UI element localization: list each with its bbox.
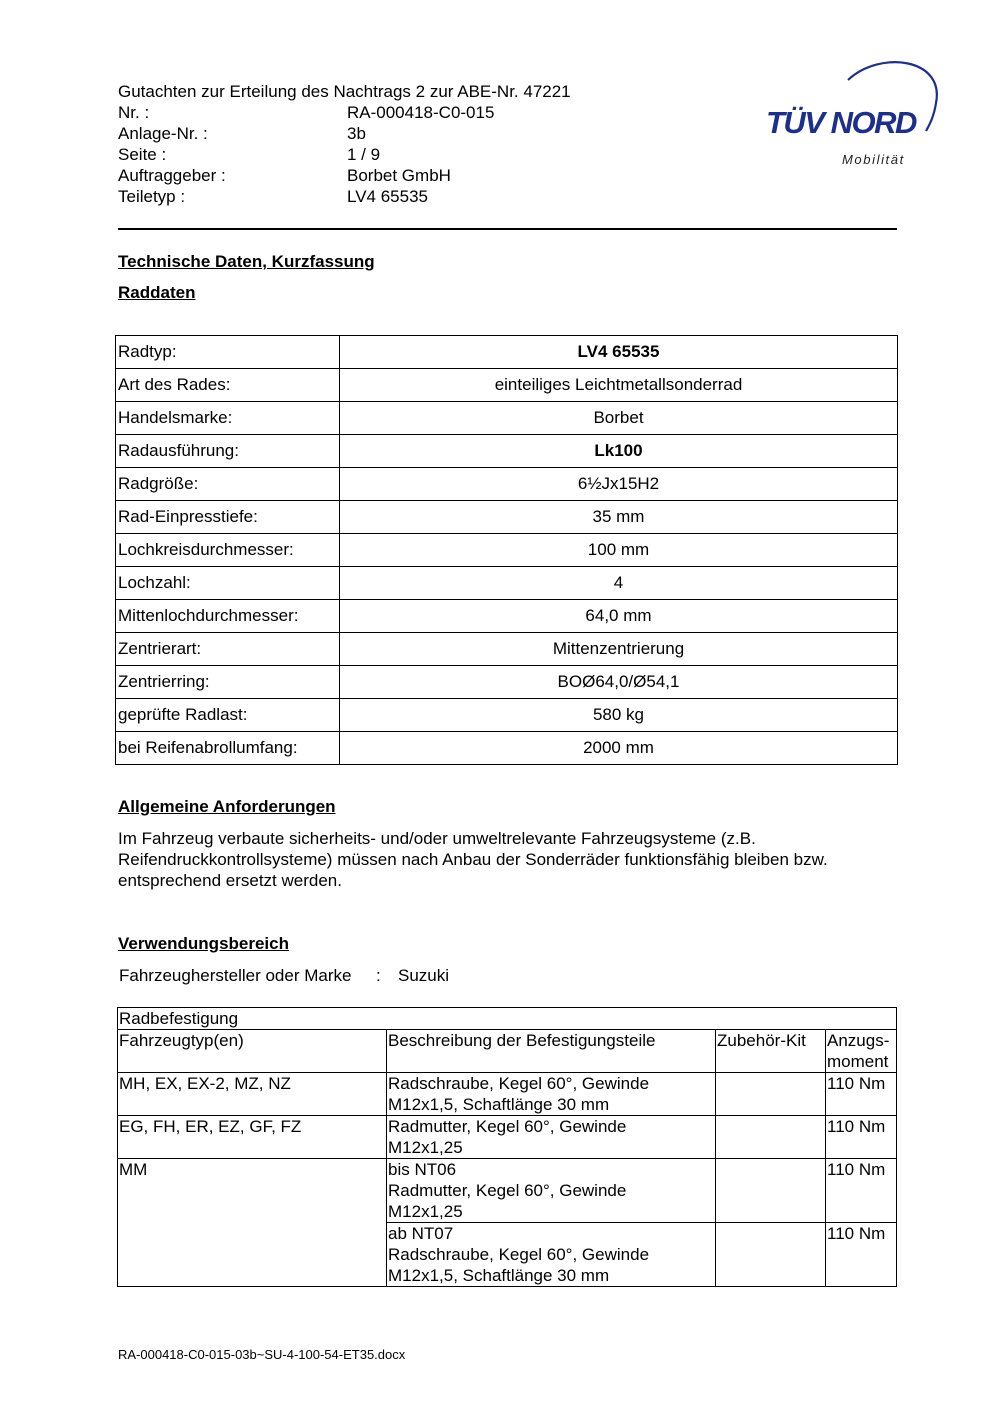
tuev-nord-logo [760, 58, 945, 173]
cell-fahrzeugtyp: MH, EX, EX-2, MZ, NZ [118, 1073, 387, 1116]
row-value: einteiliges Leichtmetallsonderrad [340, 369, 898, 402]
column-header: Anzugs- moment [826, 1030, 897, 1073]
cell-beschreibung: Radschraube, Kegel 60°, Gewinde M12x1,5, Schaftlänge 30 mm [387, 1073, 716, 1116]
table-row [116, 336, 898, 369]
section-verwendungsbereich: Verwendungsbereich [118, 934, 289, 953]
row-value: 2000 mm [340, 732, 898, 765]
header-field-nr [118, 102, 494, 123]
row-value: 580 kg [340, 699, 898, 732]
cell-anzugsmoment: 110 Nm [826, 1116, 897, 1159]
row-label: Radgröße: [116, 468, 340, 501]
header-field-teiletyp [118, 186, 428, 207]
header-field-value: 1 / 9 [347, 145, 381, 164]
row-value: Lk100 [340, 435, 898, 468]
header-field-value: LV4 65535 [347, 187, 428, 206]
raddaten-table [115, 335, 898, 765]
row-value: BOØ64,0/Ø54,1 [340, 666, 898, 699]
table-row [116, 501, 898, 534]
cell-beschreibung: bis NT06 Radmutter, Kegel 60°, Gewinde M12x1,25 [387, 1159, 716, 1223]
table-row [116, 402, 898, 435]
table-row [116, 732, 898, 765]
section-allgemeine-anforderungen: Allgemeine Anforderungen [118, 797, 336, 816]
cell-anzugsmoment: 110 Nm [826, 1223, 897, 1287]
table-header-row [118, 1030, 897, 1073]
table-row [118, 1116, 897, 1159]
table-row [116, 567, 898, 600]
section-technische-daten: Technische Daten, Kurzfassung [118, 252, 375, 271]
table-row [116, 666, 898, 699]
column-header: Beschreibung der Befestigungsteile [387, 1030, 716, 1073]
table-row [116, 600, 898, 633]
header-field-key: Seite : [118, 145, 167, 164]
row-label: Zentrierring: [116, 666, 340, 699]
cell-beschreibung: Radmutter, Kegel 60°, Gewinde M12x1,25 [387, 1116, 716, 1159]
row-label: Handelsmarke: [116, 402, 340, 435]
row-label: bei Reifenabrollumfang: [116, 732, 340, 765]
radbefestigung-table [117, 1007, 897, 1287]
row-value: 35 mm [340, 501, 898, 534]
footer-filename: RA-000418-C0-015-03b~SU-4-100-54-ET35.docx [118, 1347, 406, 1362]
row-label: geprüfte Radlast: [116, 699, 340, 732]
row-value: 4 [340, 567, 898, 600]
header-field-key: Nr. : [118, 103, 150, 122]
section-raddaten: Raddaten [118, 283, 196, 302]
row-label: Lochkreisdurchmesser: [116, 534, 340, 567]
row-value: Mittenzentrierung [340, 633, 898, 666]
hersteller-separator: : [376, 966, 381, 985]
header-field-value: 3b [347, 124, 366, 143]
header-divider [118, 228, 897, 230]
cell-zubehoer-kit [716, 1223, 826, 1287]
cell-zubehoer-kit [716, 1159, 826, 1223]
row-value: 6½Jx15H2 [340, 468, 898, 501]
hersteller-label: Fahrzeughersteller oder Marke [119, 966, 352, 985]
logo-subtext: Mobilität [842, 152, 905, 167]
cell-fahrzeugtyp: MM [118, 1159, 387, 1287]
column-header: Zubehör-Kit [716, 1030, 826, 1073]
cell-fahrzeugtyp: EG, FH, ER, EZ, GF, FZ [118, 1116, 387, 1159]
header-field-value: Borbet GmbH [347, 166, 451, 185]
row-label: Lochzahl: [116, 567, 340, 600]
cell-beschreibung: ab NT07 Radschraube, Kegel 60°, Gewinde M12x1,5, Schaftlänge 30 mm [387, 1223, 716, 1287]
header-field-key: Teiletyp : [118, 187, 186, 206]
allgemeine-paragraph: Im Fahrzeug verbaute sicherheits- und/oder umweltrelevante Fahrzeugsysteme (z.B. Reifendruckkontrollsysteme) müssen nach Anbau der Sonderräder funktionsfähig bleiben bzw. entsprechend ersetzt werden. [118, 829, 828, 890]
table-title-row [118, 1008, 897, 1030]
header-field-key: Auftraggeber : [118, 166, 226, 185]
table-row [116, 369, 898, 402]
table-row [116, 435, 898, 468]
row-label: Radtyp: [116, 336, 340, 369]
table-row [116, 633, 898, 666]
header-field-seite [118, 144, 380, 165]
row-value: 100 mm [340, 534, 898, 567]
header-field-value: RA-000418-C0-015 [347, 103, 495, 122]
row-value: 64,0 mm [340, 600, 898, 633]
column-header: Fahrzeugtyp(en) [118, 1030, 387, 1073]
cell-anzugsmoment: 110 Nm [826, 1073, 897, 1116]
logo-text: TÜV NORD [766, 105, 916, 140]
cell-zubehoer-kit [716, 1073, 826, 1116]
table-row [118, 1073, 897, 1116]
row-label: Radausführung: [116, 435, 340, 468]
hersteller-value: Suzuki [398, 966, 450, 985]
document-title: Gutachten zur Erteilung des Nachtrags 2 zur ABE-Nr. 47221 [118, 82, 571, 101]
row-value: Borbet [340, 402, 898, 435]
hersteller-line [119, 965, 449, 986]
table-title: Radbefestigung [118, 1008, 897, 1030]
header-field-auftraggeber [118, 165, 451, 186]
row-label: Mittenlochdurchmesser: [116, 600, 340, 633]
row-label: Rad-Einpresstiefe: [116, 501, 340, 534]
table-row [116, 534, 898, 567]
row-value: LV4 65535 [340, 336, 898, 369]
table-row [118, 1159, 897, 1223]
row-label: Zentrierart: [116, 633, 340, 666]
cell-anzugsmoment: 110 Nm [826, 1159, 897, 1223]
cell-zubehoer-kit [716, 1116, 826, 1159]
header-field-anlage [118, 123, 366, 144]
table-row [116, 699, 898, 732]
table-row [116, 468, 898, 501]
row-label: Art des Rades: [116, 369, 340, 402]
header-field-key: Anlage-Nr. : [118, 124, 208, 143]
